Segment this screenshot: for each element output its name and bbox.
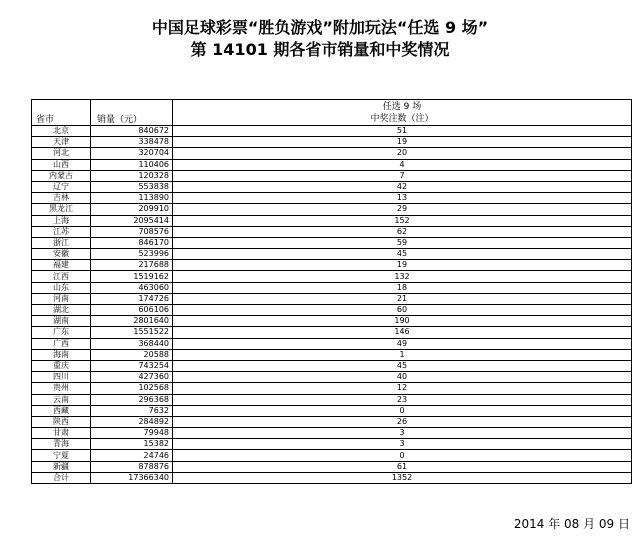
sales-cell: 523996	[91, 249, 173, 260]
winners-cell: 152	[173, 215, 632, 226]
province-cell: 新疆	[32, 461, 91, 472]
table-row	[32, 327, 632, 338]
winners-cell: 13	[173, 193, 632, 204]
sales-table	[31, 99, 632, 484]
header-winners-line2: 中奖注数（注）	[370, 113, 434, 124]
winners-cell: 3	[173, 428, 632, 439]
winners-cell: 3	[173, 439, 632, 450]
table-row	[32, 394, 632, 405]
table-row	[32, 260, 632, 271]
province-cell: 广西	[32, 338, 91, 349]
province-cell: 湖南	[32, 316, 91, 327]
province-cell: 重庆	[32, 360, 91, 371]
table-row	[32, 450, 632, 461]
winners-cell: 45	[173, 360, 632, 371]
province-cell: 云南	[32, 394, 91, 405]
sales-cell: 79948	[91, 428, 173, 439]
sales-cell: 17366340	[91, 472, 173, 483]
winners-cell: 26	[173, 416, 632, 427]
sales-cell: 113890	[91, 193, 173, 204]
table-row	[32, 271, 632, 282]
sales-cell: 2801640	[91, 316, 173, 327]
table-row	[32, 159, 632, 170]
table-row	[32, 416, 632, 427]
sales-cell: 1551522	[91, 327, 173, 338]
table-row	[32, 137, 632, 148]
sales-cell: 1519162	[91, 271, 173, 282]
sales-cell: 708576	[91, 226, 173, 237]
table-row	[32, 305, 632, 316]
winners-cell: 45	[173, 249, 632, 260]
table-row	[32, 193, 632, 204]
sales-cell: 102568	[91, 383, 173, 394]
sales-cell: 553838	[91, 181, 173, 192]
table-row	[32, 439, 632, 450]
winners-cell: 40	[173, 372, 632, 383]
sales-cell: 110406	[91, 159, 173, 170]
header-sales: 销量（元）	[91, 100, 173, 126]
table-row	[32, 405, 632, 416]
header-winners-line1: 任选 9 场	[382, 101, 422, 112]
header-province: 省市	[32, 100, 91, 126]
table-row	[32, 360, 632, 371]
sales-cell: 743254	[91, 360, 173, 371]
sales-cell: 209910	[91, 204, 173, 215]
winners-cell: 4	[173, 159, 632, 170]
province-cell: 天津	[32, 137, 91, 148]
table-body	[32, 126, 632, 484]
province-cell: 河南	[32, 293, 91, 304]
winners-cell: 19	[173, 260, 632, 271]
table-row	[32, 204, 632, 215]
table-row	[32, 372, 632, 383]
province-cell: 贵州	[32, 383, 91, 394]
report-date: 2014 年 08 月 09 日	[513, 517, 630, 531]
table-row	[32, 215, 632, 226]
winners-cell: 190	[173, 316, 632, 327]
winners-cell: 19	[173, 137, 632, 148]
winners-cell: 29	[173, 204, 632, 215]
sales-cell: 427360	[91, 372, 173, 383]
province-cell: 甘肃	[32, 428, 91, 439]
sales-cell: 840672	[91, 126, 173, 137]
winners-cell: 1352	[173, 472, 632, 483]
province-cell: 江苏	[32, 226, 91, 237]
table-row	[32, 316, 632, 327]
province-cell: 广东	[32, 327, 91, 338]
table-row	[32, 148, 632, 159]
province-cell: 海南	[32, 349, 91, 360]
table-row	[32, 126, 632, 137]
sales-cell: 7632	[91, 405, 173, 416]
page-title: 中国足球彩票“胜负游戏”附加玩法“任选 9 场”	[151, 18, 489, 37]
winners-cell: 60	[173, 305, 632, 316]
winners-cell: 1	[173, 349, 632, 360]
winners-cell: 42	[173, 181, 632, 192]
province-cell: 四川	[32, 372, 91, 383]
winners-cell: 132	[173, 271, 632, 282]
province-cell: 北京	[32, 126, 91, 137]
winners-cell: 23	[173, 394, 632, 405]
province-cell: 西藏	[32, 405, 91, 416]
table-row	[32, 472, 632, 483]
province-cell: 河北	[32, 148, 91, 159]
table-row	[32, 249, 632, 260]
table-row	[32, 383, 632, 394]
sales-cell: 463060	[91, 282, 173, 293]
table-row	[32, 349, 632, 360]
sales-cell: 338478	[91, 137, 173, 148]
sales-cell: 24746	[91, 450, 173, 461]
winners-cell: 49	[173, 338, 632, 349]
winners-cell: 51	[173, 126, 632, 137]
province-cell: 上海	[32, 215, 91, 226]
winners-cell: 7	[173, 170, 632, 181]
sales-cell: 120328	[91, 170, 173, 181]
table-header-row	[32, 100, 632, 126]
province-cell: 辽宁	[32, 181, 91, 192]
table-row	[32, 428, 632, 439]
header-winners	[173, 100, 632, 126]
province-cell: 山西	[32, 159, 91, 170]
sales-cell: 284892	[91, 416, 173, 427]
winners-cell: 146	[173, 327, 632, 338]
province-cell: 浙江	[32, 237, 91, 248]
province-cell: 福建	[32, 260, 91, 271]
province-cell: 内蒙古	[32, 170, 91, 181]
province-cell: 青海	[32, 439, 91, 450]
sales-cell: 217688	[91, 260, 173, 271]
winners-cell: 18	[173, 282, 632, 293]
table-row	[32, 282, 632, 293]
table-row	[32, 181, 632, 192]
table-row	[32, 237, 632, 248]
winners-cell: 20	[173, 148, 632, 159]
winners-cell: 59	[173, 237, 632, 248]
winners-cell: 21	[173, 293, 632, 304]
province-cell: 湖北	[32, 305, 91, 316]
province-cell: 山东	[32, 282, 91, 293]
province-cell: 吉林	[32, 193, 91, 204]
sales-cell: 174726	[91, 293, 173, 304]
sales-cell: 878876	[91, 461, 173, 472]
table-row	[32, 461, 632, 472]
province-cell: 宁夏	[32, 450, 91, 461]
sales-cell: 20588	[91, 349, 173, 360]
sales-cell: 296368	[91, 394, 173, 405]
table-row	[32, 338, 632, 349]
page-subtitle: 第 14101 期各省市销量和中奖情况	[190, 40, 450, 59]
sales-cell: 2095414	[91, 215, 173, 226]
sales-cell: 846170	[91, 237, 173, 248]
province-cell: 江西	[32, 271, 91, 282]
table-row	[32, 170, 632, 181]
winners-cell: 62	[173, 226, 632, 237]
sales-cell: 606106	[91, 305, 173, 316]
sales-cell: 368440	[91, 338, 173, 349]
province-cell: 安徽	[32, 249, 91, 260]
sales-cell: 320704	[91, 148, 173, 159]
winners-cell: 12	[173, 383, 632, 394]
province-cell: 陕西	[32, 416, 91, 427]
province-cell: 黑龙江	[32, 204, 91, 215]
winners-cell: 0	[173, 450, 632, 461]
winners-cell: 0	[173, 405, 632, 416]
table-row	[32, 293, 632, 304]
sales-cell: 15382	[91, 439, 173, 450]
province-cell: 合计	[32, 472, 91, 483]
winners-cell: 61	[173, 461, 632, 472]
table-row	[32, 226, 632, 237]
